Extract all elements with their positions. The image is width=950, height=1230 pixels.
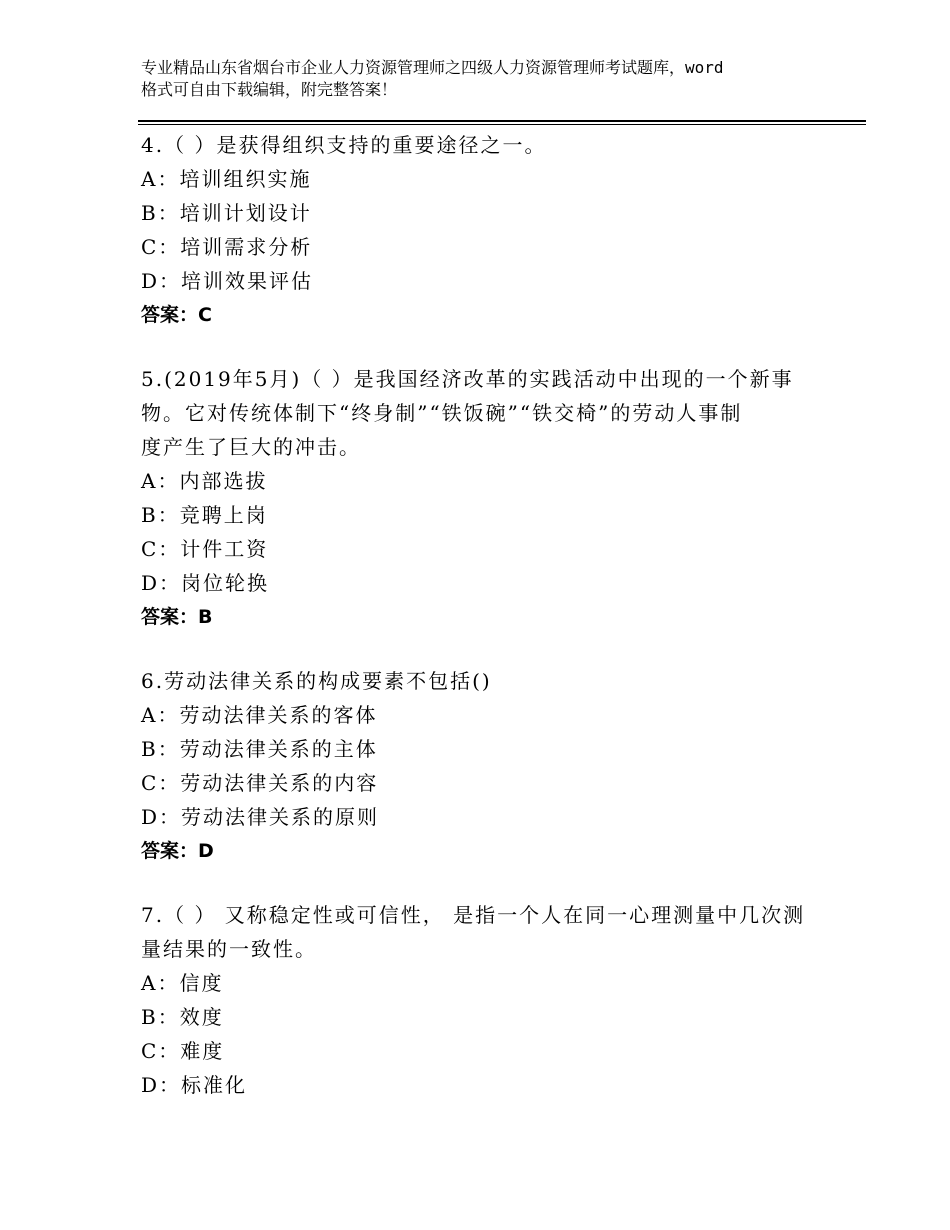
option-d: D：培训效果评估 (141, 269, 314, 293)
question-text: 5.(2019年5月)（ ）是我国经济改革的实践活动中出现的一个新事 (141, 367, 794, 391)
question-6 (141, 664, 841, 868)
option-d: D：标准化 (141, 1073, 248, 1097)
question-7 (141, 898, 841, 1102)
option-a: A：培训组织实施 (141, 167, 312, 191)
question-text: 6.劳动法律关系的构成要素不包括() (141, 669, 492, 693)
question-stem (141, 362, 841, 464)
option-a: A：劳动法律关系的客体 (141, 703, 378, 727)
question-list (141, 128, 841, 1102)
option-c: C：培训需求分析 (141, 235, 313, 259)
document-header (141, 57, 841, 101)
question-text: 4.（ ）是获得组织支持的重要途径之一。 (141, 133, 547, 157)
option-b: B：培训计划设计 (141, 201, 312, 225)
option-c: C：计件工资 (141, 537, 269, 561)
question-stem (141, 128, 841, 162)
header-line-1: 专业精品山东省烟台市企业人力资源管理师之四级人力资源管理师考试题库，word (141, 58, 724, 77)
option-d: D：劳动法律关系的原则 (141, 805, 380, 829)
option-d: D：岗位轮换 (141, 571, 270, 595)
option-c: C：难度 (141, 1039, 225, 1063)
question-text: 物。它对传统体制下“终身制”“铁饭碗”“铁交椅”的劳动人事制 (141, 401, 743, 425)
question-text: 量结果的一致性。 (141, 937, 317, 961)
question-4 (141, 128, 841, 332)
header-line-2: 格式可自由下载编辑，附完整答案！ (141, 80, 398, 99)
question-text: 7.（ ） 又称稳定性或可信性， 是指一个人在同一心理测量中几次测 (141, 903, 806, 927)
question-text: 度产生了巨大的冲击。 (141, 435, 361, 459)
option-b: B：竞聘上岗 (141, 503, 268, 527)
option-a: A：内部选拔 (141, 469, 268, 493)
option-b: B：劳动法律关系的主体 (141, 737, 378, 761)
answer-text: 答案：D (141, 840, 214, 862)
header-divider-thin (138, 124, 866, 125)
question-5 (141, 362, 841, 634)
header-divider (138, 120, 866, 122)
option-c: C：劳动法律关系的内容 (141, 771, 379, 795)
answer-text: 答案：B (141, 606, 213, 628)
option-a: A：信度 (141, 971, 224, 995)
answer-text: 答案：C (141, 304, 212, 326)
question-stem (141, 664, 841, 698)
option-b: B：效度 (141, 1005, 224, 1029)
question-stem (141, 898, 841, 966)
